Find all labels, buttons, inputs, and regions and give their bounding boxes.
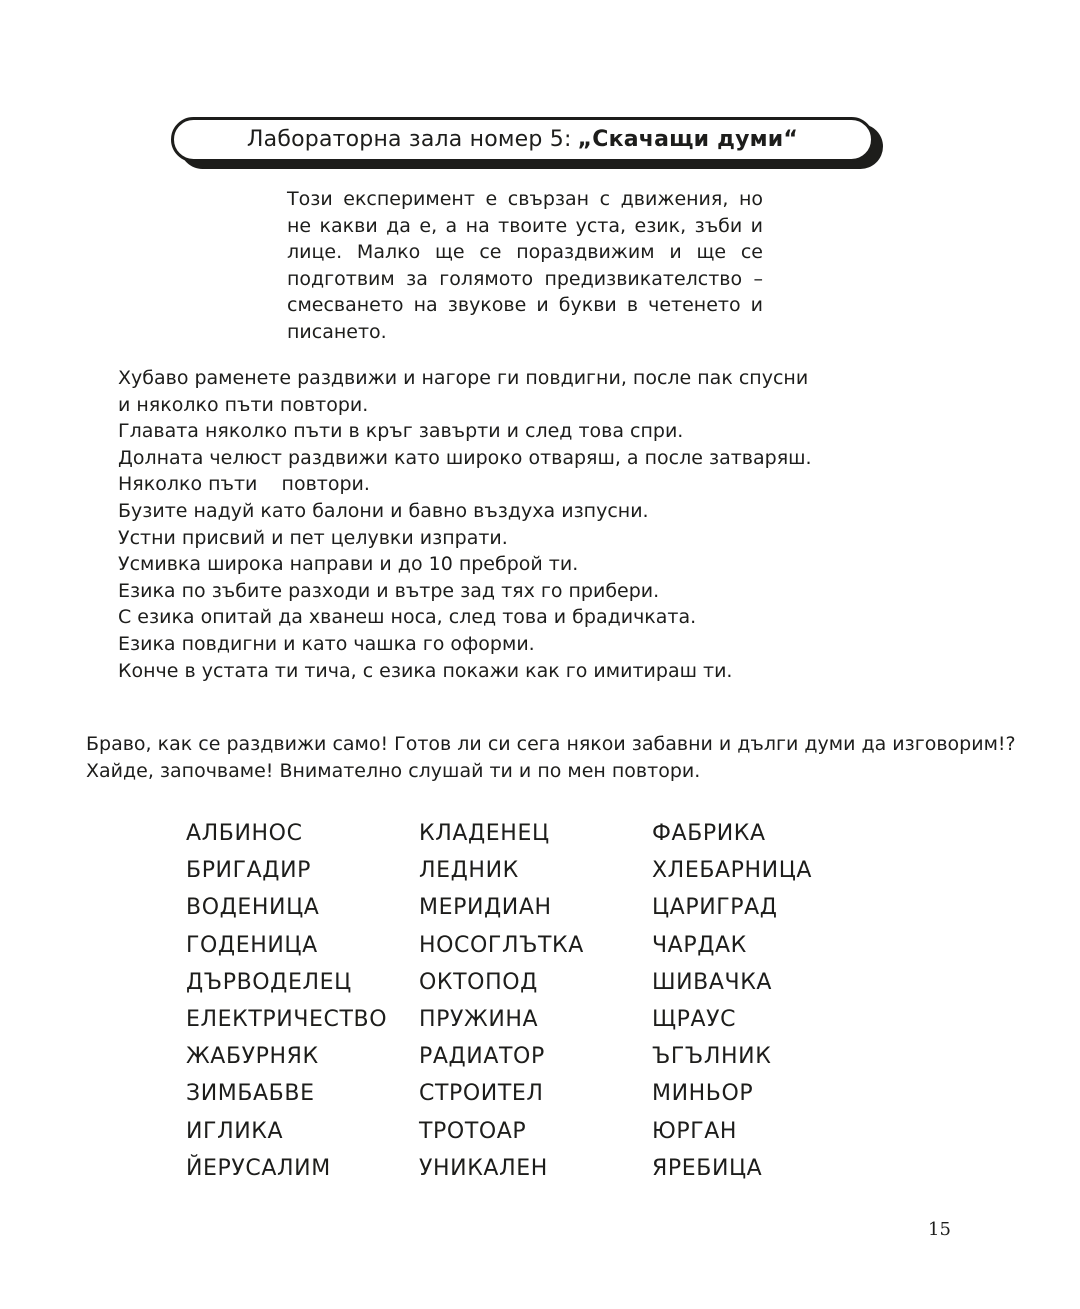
poem-line: Конче в устата ти тича, с езика покажи как го имитираш ти. [118,659,733,682]
word-item: ТРОТОАР [419,1118,527,1144]
word-item: ВОДЕНИЦА [186,895,320,921]
poem-line: Езика по зъбите разходи и вътре зад тях го прибери. [118,579,660,602]
poem-line: Хубаво раменете раздвижи и нагоре ги повдигни, после пак спусни [118,367,809,389]
section-title-regular: Лабораторна зала номер 5: [246,127,572,152]
word-item: РАДИАТОР [419,1044,545,1070]
word-column-2 [419,815,584,1187]
word-item: ЛЕДНИК [419,858,519,884]
word-item: ШИВАЧКА [652,969,773,995]
outro-line: Браво, как се раздвижи само! Готов ли си сега някои забавни и дълги думи да изговорим!? [86,733,1016,755]
word-item: ЮРГАН [652,1118,738,1144]
poem-line: Долната челюст раздвижи като широко отваряш, а после затваряш. [118,446,812,469]
word-item: БРИГАДИР [186,858,311,884]
word-column-1 [186,815,387,1187]
word-item: ФАБРИКА [652,821,766,846]
word-item: КЛАДЕНЕЦ [419,821,550,846]
poem-line: С езика опитай да хванеш носа, след това и брадичката. [118,606,697,629]
word-item: ХЛЕБАРНИЦА [652,858,813,884]
word-column-3 [652,815,812,1187]
word-item: ЗИМБАБВЕ [186,1081,315,1107]
poem-line: Езика повдигни и като чашка го оформи. [118,632,535,655]
section-title-bold: „Скачащи думи“ [577,127,799,152]
exercise-poem [118,365,812,684]
poem-line: Главата няколко пъти в кръг завърти и след това спри. [118,420,684,443]
outro-line: Хайде, започваме! Внимателно слушай ти и по мен повтори. [86,760,701,782]
intro-paragraph: Този експеримент е свързан с движения, но не какви да е, а на твоите уста, език, зъби и лице. Малко ще се пораздвижим и ще се подготвим за голямото предизвикателство – смесването на звукове и букви в четенето и писането. [287,188,763,343]
word-item: АЛБИНОС [186,821,303,846]
word-item: ГОДЕНИЦА [186,932,318,958]
poem-line: и няколко пъти повтори. [118,393,369,416]
word-item: УНИКАЛЕН [419,1155,548,1181]
word-item: ЯРЕБИЦА [652,1155,763,1181]
word-item: ЖАБУРНЯК [186,1044,319,1070]
poem-line: Усмивка широка направи и до 10 преброй ти. [118,553,579,576]
word-item: ПРУЖИНА [419,1007,539,1033]
poem-line: Бузите надуй като балони и бавно въздуха изпусни. [118,499,649,522]
word-item: ЙЕРУСАЛИМ [186,1155,331,1181]
section-title [171,117,874,162]
word-item: ЧАРДАК [652,932,747,958]
word-item: МЕРИДИАН [419,895,552,921]
word-item: ОКТОПОД [419,969,538,995]
poem-line: Устни присвий и пет целувки изпрати. [118,526,508,549]
word-item: СТРОИТЕЛ [419,1081,544,1107]
word-item: ЦАРИГРАД [652,895,778,921]
page-number: 15 [928,1219,951,1240]
word-item: ИГЛИКА [186,1118,284,1144]
poem-line: Няколко пъти повтори. [118,473,370,496]
word-item: ДЪРВОДЕЛЕЦ [186,969,352,995]
word-item: МИНЬОР [652,1081,754,1107]
word-item: НОСОГЛЪТКА [419,932,584,958]
outro-paragraph [86,731,1016,785]
word-item: ЪГЪЛНИК [652,1044,772,1070]
word-item: ЩРАУС [652,1007,737,1033]
word-item: ЕЛЕКТРИЧЕСТВО [186,1007,388,1033]
